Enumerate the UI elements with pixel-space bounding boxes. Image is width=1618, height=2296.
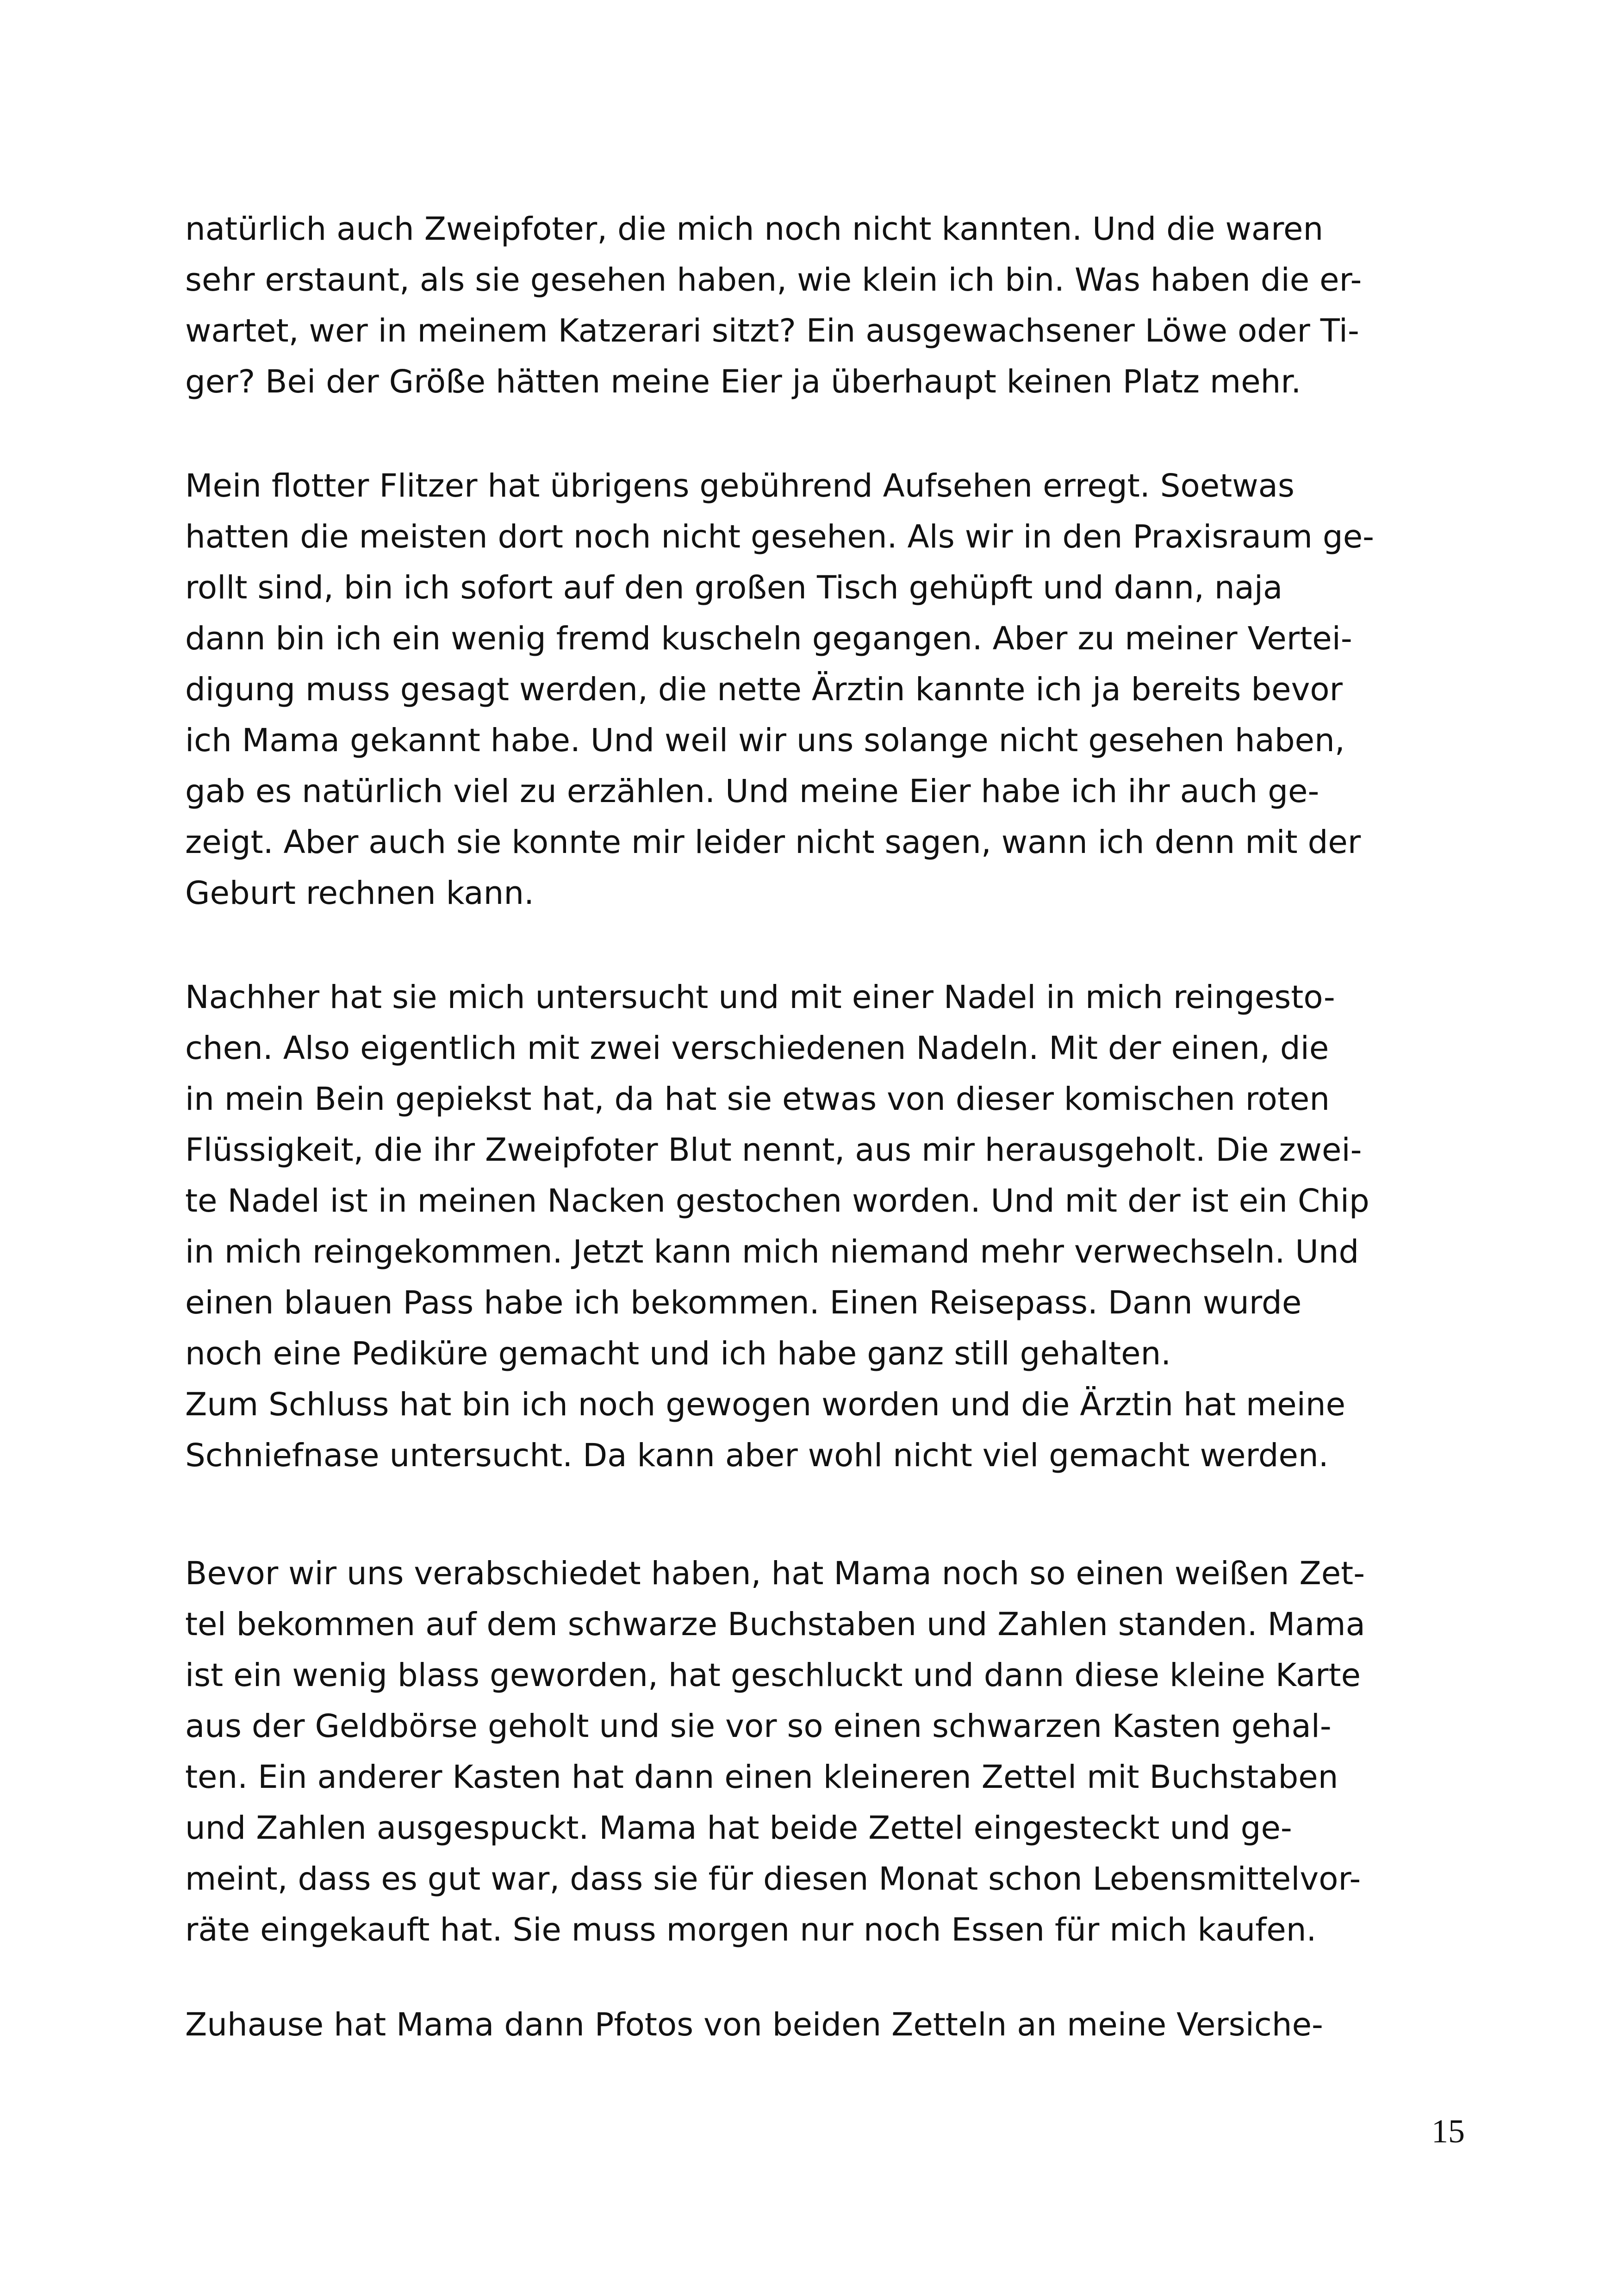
- text-line: Schniefnase untersucht. Da kann aber wohl nicht viel gemacht werden.: [185, 1437, 1329, 1474]
- paragraph-1: [185, 204, 1462, 407]
- text-line: tel bekommen auf dem schwarze Buchstaben und Zahlen standen. Mama: [185, 1606, 1365, 1643]
- text-line: Zum Schluss hat bin ich noch gewogen worden und die Ärztin hat meine: [185, 1386, 1346, 1423]
- text-line: einen blauen Pass habe ich bekommen. Einen Reisepass. Dann wurde: [185, 1284, 1302, 1321]
- text-line: rollt sind, bin ich sofort auf den großen Tisch gehüpft und dann, naja: [185, 569, 1283, 606]
- text-line: Nachher hat sie mich untersucht und mit einer Nadel in mich reingesto-: [185, 979, 1335, 1016]
- text-line: gab es natürlich viel zu erzählen. Und meine Eier habe ich ihr auch ge-: [185, 773, 1319, 810]
- text-line: und Zahlen ausgespuckt. Mama hat beide Zettel eingesteckt und ge-: [185, 1810, 1292, 1847]
- text-line: aus der Geldbörse geholt und sie vor so einen schwarzen Kasten gehal-: [185, 1708, 1332, 1745]
- text-line: hatten die meisten dort noch nicht gesehen. Als wir in den Praxisraum ge-: [185, 518, 1375, 555]
- text-line: wartet, wer in meinem Katzerari sitzt? Ein ausgewachsener Löwe oder Ti-: [185, 312, 1359, 349]
- text-line: Flüssigkeit, die ihr Zweipfoter Blut nennt, aus mir herausgeholt. Die zwei-: [185, 1132, 1362, 1169]
- text-line: Geburt rechnen kann.: [185, 875, 535, 912]
- text-line: in mich reingekommen. Jetzt kann mich niemand mehr verwechseln. Und: [185, 1233, 1359, 1270]
- page-number: 15: [1431, 2113, 1465, 2150]
- text-line: in mein Bein gepiekst hat, da hat sie etwas von dieser komischen roten: [185, 1081, 1330, 1118]
- text-line: chen. Also eigentlich mit zwei verschiedenen Nadeln. Mit der einen, die: [185, 1030, 1329, 1067]
- text-line: ger? Bei der Größe hätten meine Eier ja überhaupt keinen Platz mehr.: [185, 363, 1301, 400]
- text-line: natürlich auch Zweipfoter, die mich noch nicht kannten. Und die waren: [185, 211, 1324, 248]
- paragraph-4: [185, 1548, 1462, 1955]
- text-line: zeigt. Aber auch sie konnte mir leider nicht sagen, wann ich denn mit der: [185, 824, 1361, 861]
- text-line: dann bin ich ein wenig fremd kuscheln gegangen. Aber zu meiner Vertei-: [185, 620, 1352, 657]
- text-line: digung muss gesagt werden, die nette Ärztin kannte ich ja bereits bevor: [185, 671, 1343, 708]
- paragraph-5: [185, 1999, 1462, 2050]
- text-line: ten. Ein anderer Kasten hat dann einen kleineren Zettel mit Buchstaben: [185, 1759, 1338, 1796]
- text-line: te Nadel ist in meinen Nacken gestochen worden. Und mit der ist ein Chip: [185, 1182, 1369, 1220]
- text-line: meint, dass es gut war, dass sie für diesen Monat schon Lebensmittelvor-: [185, 1860, 1361, 1898]
- text-line: Mein flotter Flitzer hat übrigens gebührend Aufsehen erregt. Soetwas: [185, 467, 1294, 504]
- paragraph-2: [185, 460, 1462, 919]
- text-line: räte eingekauft hat. Sie muss morgen nur noch Essen für mich kaufen.: [185, 1911, 1317, 1948]
- paragraph-3: [185, 972, 1462, 1481]
- text-line: ich Mama gekannt habe. Und weil wir uns solange nicht gesehen haben,: [185, 722, 1345, 759]
- text-line: Zuhause hat Mama dann Pfotos von beiden Zetteln an meine Versiche-: [185, 2006, 1323, 2043]
- text-line: sehr erstaunt, als sie gesehen haben, wie klein ich bin. Was haben die er-: [185, 261, 1362, 299]
- text-line: Bevor wir uns verabschiedet haben, hat Mama noch so einen weißen Zet-: [185, 1555, 1365, 1592]
- text-line: ist ein wenig blass geworden, hat geschluckt und dann diese kleine Karte: [185, 1657, 1361, 1694]
- text-line: noch eine Pediküre gemacht und ich habe ganz still gehalten.: [185, 1335, 1171, 1372]
